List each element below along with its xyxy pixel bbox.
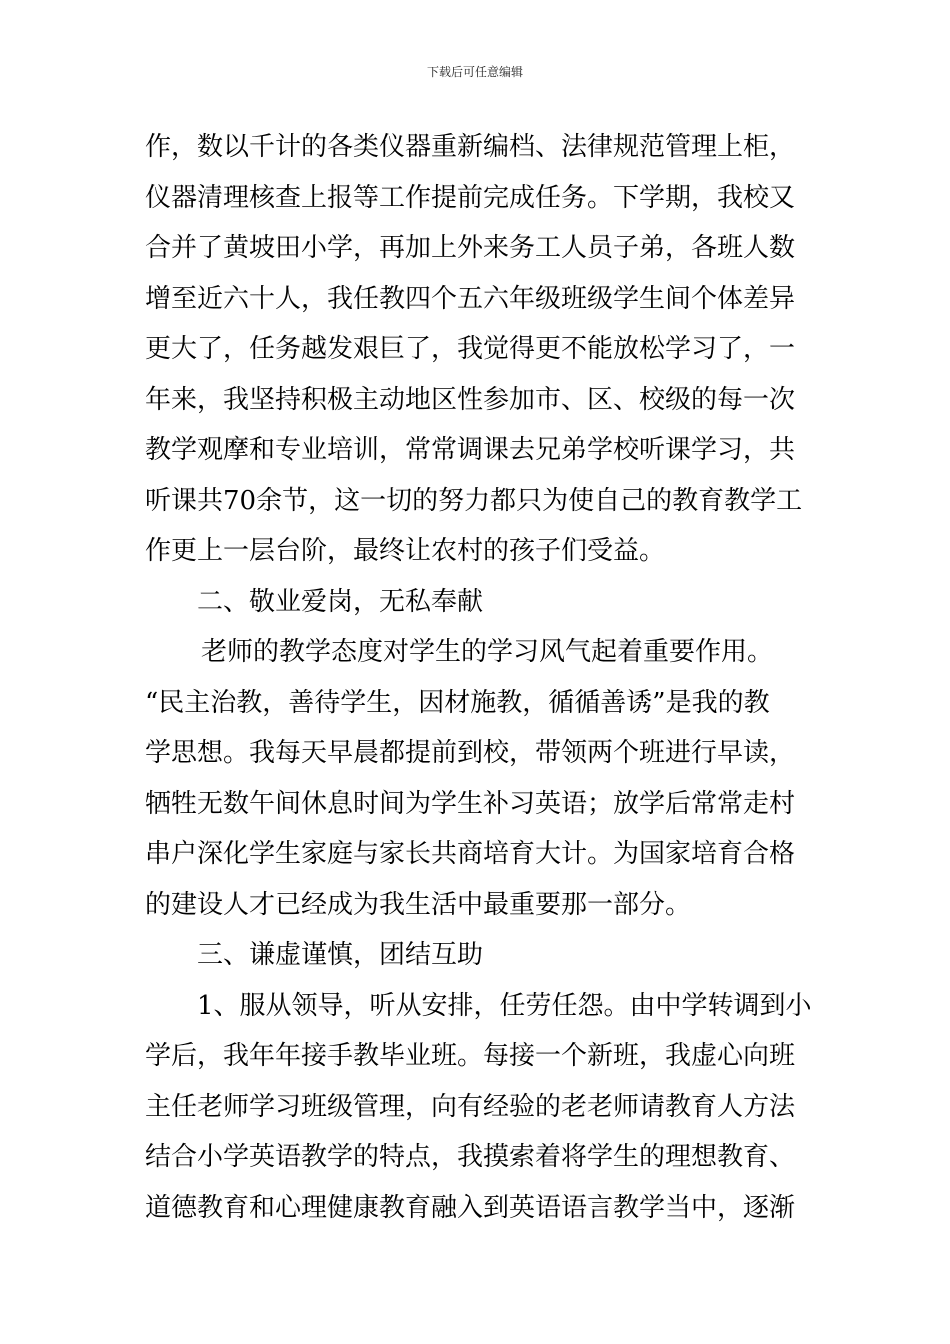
text-line: “民主治教，善待学生，因材施教，循循善诱”是我的教 [145,687,770,718]
text-line: 主任老师学习班级管理，向有经验的老老师请教育人方法 [145,1091,796,1122]
text-line: 听课共70余节，这一切的努力都只为使自己的教育教学工 [145,485,803,516]
text-line: 1、服从领导，听从安排，任劳任怨。由中学转调到小 [197,990,812,1021]
paragraph-continuation [145,122,810,577]
text-line: 年来，我坚持积极主动地区性参加市、区、校级的每一次 [145,384,796,415]
text-line: 串户深化学生家庭与家长共商培育大计。为国家培育合格 [145,839,796,869]
document-body [145,122,810,1233]
section-heading: 二、敬业爱岗，无私奉献 [197,586,484,617]
text-line: 老师的教学态度对学生的学习风气起着重要作用。 [201,637,774,667]
text-line: 学后，我年年接手教毕业班。每接一个新班，我虚心向班 [145,1041,796,1071]
text-line: 作，数以千计的各类仪器重新编档、法律规范管理上柜， [145,132,796,162]
text-line: 作更上一层台阶，最终让农村的孩子们受益。 [145,536,666,566]
text-line: 仪器清理核查上报等工作提前完成任务。下学期，我校又 [145,182,796,213]
text-line: 道德教育和心理健康教育融入到英语语言教学当中，逐渐 [145,1192,796,1223]
section-heading-2 [145,577,810,628]
paragraph-teaching-attitude [145,627,810,930]
text-line: 增至近六十人，我任教四个五六年级班级学生间个体差异 [145,283,796,314]
text-line: 结合小学英语教学的特点，我摸索着将学生的理想教育、 [145,1142,796,1172]
text-line: 的建设人才已经成为我生活中最重要那一部分。 [145,889,692,920]
page-header: 下载后可任意编辑 [426,65,523,79]
section-heading: 三、谦虚谨慎，团结互助 [197,940,484,970]
paragraph-obey-leadership [145,981,810,1234]
section-heading-3 [145,930,810,981]
text-line: 更大了，任务越发艰巨了，我觉得更不能放松学习了，一 [145,334,796,364]
text-line: 教学观摩和专业培训，常常调课去兄弟学校听课学习，共 [145,435,796,465]
text-line: 牺牲无数午间休息时间为学生补习英语；放学后常常走村 [145,788,796,819]
text-line: 合并了黄坡田小学，再加上外来务工人员子弟，各班人数 [145,233,796,263]
text-line: 学思想。我每天早晨都提前到校，带领两个班进行早读， [145,738,796,768]
